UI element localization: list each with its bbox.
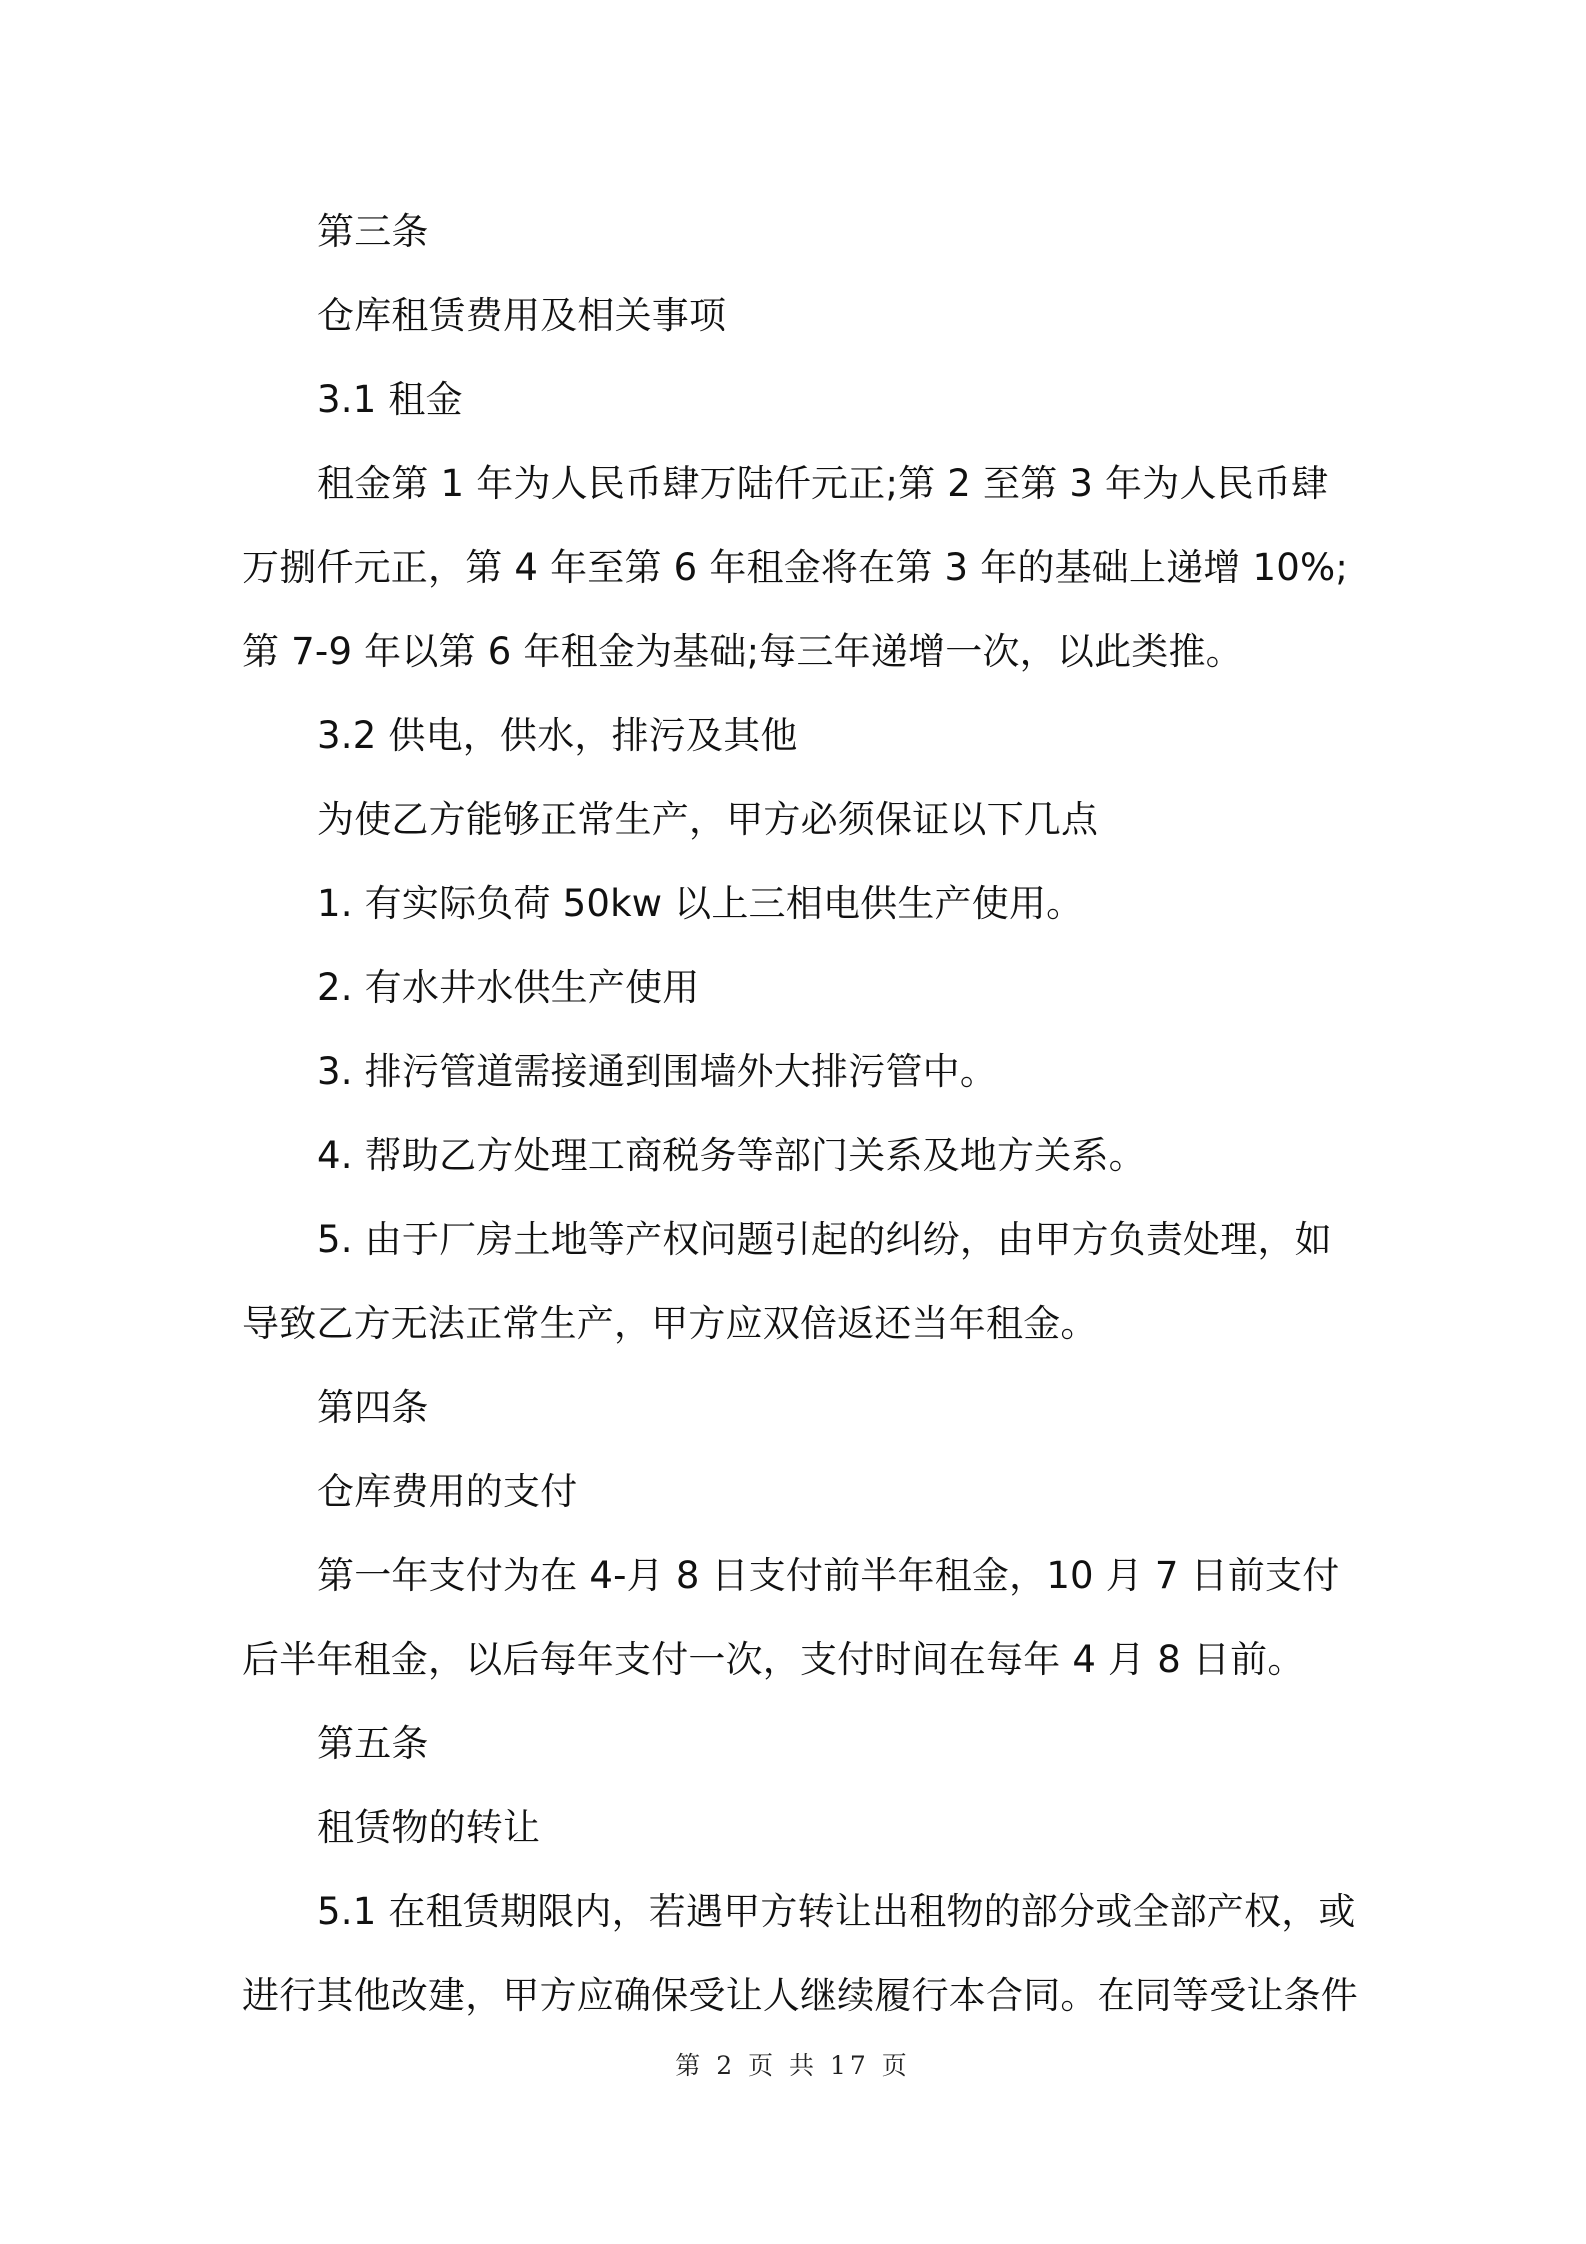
list-item-2: 2. 有水井水供生产使用: [317, 966, 700, 1009]
heading-transfer: 租赁物的转让: [317, 1806, 541, 1849]
heading-article-3: 第三条: [317, 210, 429, 253]
clause-3-1-title: 3.1 租金: [317, 378, 463, 421]
clause-5-1-body: 5.1 在租赁期限内，若遇甲方转让出租物的部分或全部产权，或进行其他改建，甲方应确保受让人继续履行本合同。在同等受让条件: [242, 1890, 1358, 2017]
list-item-5: 5. 由于厂房土地等产权问题引起的纠纷，由甲方负责处理，如导致乙方无法正常生产，甲方应双倍返还当年租金。: [242, 1218, 1332, 1345]
clause-3-1-body: 租金第 1 年为人民币肆万陆仟元正;第 2 至第 3 年为人民币肆万捌仟元正，第 4 年至第 6 年租金将在第 3 年的基础上递增 10%;第 7-9 年以第 6 年租金为基础;每三年递增一次，以此类推。: [242, 462, 1349, 673]
clause-3-2-title: 3.2 供电，供水，排污及其他: [317, 714, 798, 757]
heading-article-4: 第四条: [317, 1386, 429, 1429]
payment-body: 第一年支付为在 4-月 8 日支付前半年租金，10 月 7 日前支付后半年租金，以后每年支付一次，支付时间在每年 4 月 8 日前。: [242, 1554, 1340, 1681]
list-item-4: 4. 帮助乙方处理工商税务等部门关系及地方关系。: [317, 1134, 1146, 1177]
list-item-3: 3. 排污管道需接通到围墙外大排污管中。: [317, 1050, 998, 1093]
heading-payment: 仓库费用的支付: [317, 1470, 578, 1513]
page-number-footer: 第 2 页 共 17 页: [675, 2051, 911, 2080]
heading-warehouse-rent: 仓库租赁费用及相关事项: [317, 294, 727, 337]
clause-3-2-intro: 为使乙方能够正常生产，甲方必须保证以下几点: [317, 798, 1099, 841]
document-body: [242, 190, 1362, 2038]
heading-article-5: 第五条: [317, 1722, 429, 1765]
list-item-1: 1. 有实际负荷 50kw 以上三相电供生产使用。: [317, 882, 1084, 925]
